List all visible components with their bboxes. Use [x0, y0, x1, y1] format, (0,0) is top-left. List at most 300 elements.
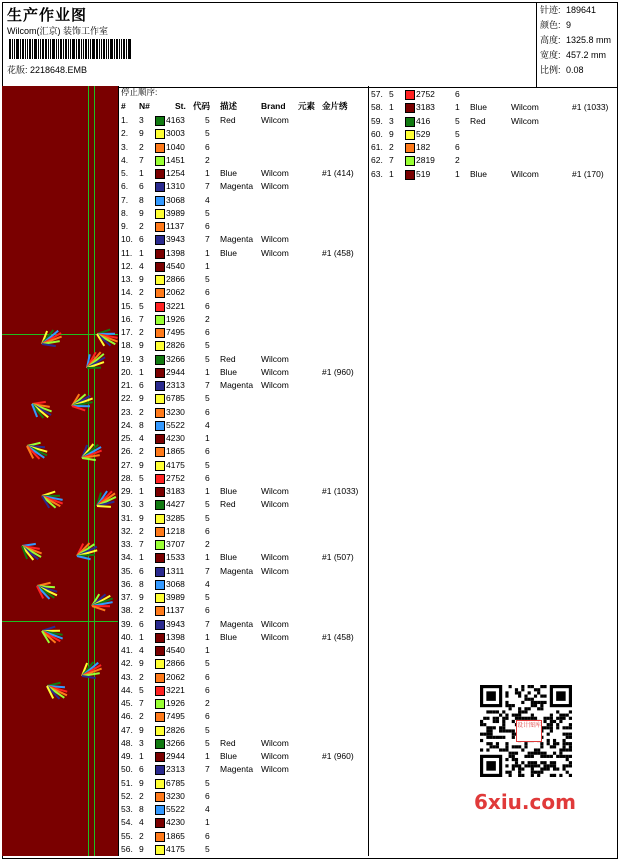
barcode-bar: [108, 39, 109, 59]
row-number: 23.: [121, 406, 133, 417]
color-swatch: [155, 500, 165, 510]
stitch-step: 5: [205, 499, 210, 510]
qr-module: [486, 691, 496, 701]
thread-code: 1398: [166, 631, 185, 642]
row-number: 31.: [121, 512, 133, 523]
qr-module: [502, 710, 505, 713]
color-swatch: [155, 288, 165, 298]
thread-desc: Blue: [220, 552, 238, 563]
qr-module: [569, 736, 572, 739]
needle-number: 9: [139, 207, 144, 218]
col-header-num: #: [121, 101, 126, 111]
barcode-bar: [9, 39, 11, 59]
qr-module: [528, 761, 531, 764]
stitch-step: 1: [455, 168, 460, 179]
thread-brand: Wilcom: [261, 552, 289, 563]
thread-brand: Wilcom: [261, 486, 289, 496]
qr-module: [543, 767, 546, 770]
qr-module: [502, 748, 505, 751]
stitch-step: 1: [205, 631, 210, 642]
qr-module: [518, 764, 521, 767]
needle-number: 7: [139, 313, 144, 324]
row-number: 33.: [121, 539, 133, 549]
qr-module: [496, 742, 499, 745]
color-swatch: [155, 527, 165, 537]
stitch-step: 2: [205, 698, 210, 708]
qr-module: [486, 729, 489, 732]
color-swatch: [405, 117, 415, 127]
color-swatch: [155, 302, 165, 312]
qr-module: [534, 701, 537, 704]
stitch-step: 5: [205, 274, 210, 284]
thread-code: 1926: [166, 313, 185, 324]
qr-module: [509, 755, 512, 758]
qr-module: [496, 720, 499, 723]
color-sequence-column-1: [119, 86, 369, 856]
stitch-step: 5: [205, 459, 210, 470]
barcode-bar: [72, 39, 75, 59]
needle-number: 5: [139, 684, 144, 695]
needle-number: 9: [139, 393, 144, 404]
qr-module: [556, 723, 559, 726]
qr-module: [531, 774, 534, 777]
thread-brand: Wilcom: [261, 168, 289, 178]
qr-module: [528, 698, 531, 701]
color-swatch: [155, 434, 165, 444]
needle-number: 6: [139, 380, 144, 390]
needle-number: 5: [139, 300, 144, 311]
stitch-step: 7: [205, 234, 210, 245]
qr-module: [509, 729, 512, 732]
row-number: 37.: [121, 592, 133, 602]
qr-module: [518, 771, 521, 774]
needle-number: 9: [139, 724, 144, 735]
color-swatch: [155, 620, 165, 630]
row-number: 54.: [121, 817, 133, 828]
barcode-bar: [25, 39, 26, 59]
qr-module: [515, 752, 518, 755]
thread-code: 1865: [166, 830, 185, 841]
row-number: 8.: [121, 207, 129, 218]
needle-number: 2: [139, 221, 144, 231]
thread-code: 4163: [166, 115, 185, 125]
qr-module: [531, 698, 534, 701]
qr-module: [499, 714, 502, 717]
qr-module: [550, 717, 553, 720]
qr-module: [515, 688, 518, 691]
qr-module: [550, 755, 553, 758]
thread-brand: Wilcom: [261, 380, 289, 390]
row-number: 52.: [121, 790, 133, 801]
qr-module: [483, 733, 486, 736]
thread-code: 4230: [166, 817, 185, 828]
needle-number: 4: [139, 260, 144, 271]
qr-module: [550, 761, 553, 764]
qr-module: [537, 771, 540, 774]
watermark: 6xiu.com: [474, 790, 576, 814]
barcode-bar: [60, 39, 62, 59]
qr-module: [531, 714, 534, 717]
barcode-bar: [20, 39, 21, 59]
qr-module: [490, 726, 493, 729]
color-swatch: [155, 606, 165, 616]
qr-module: [534, 771, 537, 774]
applique-note: #1 (458): [322, 631, 354, 642]
qr-module: [569, 710, 572, 713]
qr-module: [486, 748, 489, 751]
thread-brand: Wilcom: [261, 737, 289, 748]
needle-number: 4: [139, 817, 144, 828]
design-file-name: 花版: 2218648.EMB: [7, 65, 88, 75]
qr-module: [531, 685, 534, 688]
thread-code: 4540: [166, 260, 185, 271]
qr-module: [502, 717, 505, 720]
qr-module: [521, 761, 524, 764]
thread-desc: Red: [220, 737, 236, 748]
qr-module: [521, 748, 524, 751]
color-swatch: [155, 381, 165, 391]
qr-module: [537, 748, 540, 751]
qr-module: [556, 742, 559, 745]
qr-module: [556, 710, 559, 713]
color-swatch: [155, 845, 165, 855]
qr-module: [540, 771, 543, 774]
stitch-step: 6: [205, 221, 210, 231]
stitch-step: 6: [205, 446, 210, 457]
barcode-bar: [116, 39, 118, 59]
thread-code: 4540: [166, 645, 185, 655]
qr-module: [512, 755, 515, 758]
stitch-step: 4: [205, 804, 210, 814]
needle-number: 7: [139, 698, 144, 708]
qr-module: [531, 761, 534, 764]
studio-name: Wilcom(汇京) 装饰工作室: [7, 26, 108, 36]
qr-module: [505, 771, 508, 774]
qr-module: [518, 745, 521, 748]
qr-module: [480, 720, 483, 723]
qr-module: [528, 685, 531, 688]
qr-module: [505, 742, 508, 745]
stitch-step: 2: [205, 313, 210, 324]
applique-note: #1 (1033): [322, 486, 359, 496]
needle-number: 7: [139, 539, 144, 549]
color-swatch: [155, 474, 165, 484]
row-number: 17.: [121, 327, 133, 337]
row-number: 11.: [121, 247, 133, 258]
color-swatch: [155, 408, 165, 418]
row-number: 21.: [121, 380, 133, 390]
qr-module: [534, 704, 537, 707]
design-preview: [2, 86, 119, 856]
qr-code: [470, 680, 586, 780]
thread-code: 6785: [166, 777, 185, 788]
stitch-step: 4: [205, 194, 210, 205]
thread-brand: Wilcom: [261, 366, 289, 377]
qr-module: [553, 745, 556, 748]
row-number: 43.: [121, 671, 133, 682]
color-swatch: [155, 686, 165, 696]
needle-number: 9: [389, 128, 394, 139]
feather-motif: [89, 590, 116, 614]
qr-module: [521, 701, 524, 704]
qr-module: [483, 723, 486, 726]
row-number: 29.: [121, 486, 133, 496]
feather-motif: [78, 439, 106, 465]
qr-module: [531, 771, 534, 774]
feather-motif: [81, 347, 109, 374]
stitch-step: 1: [455, 102, 460, 113]
color-swatch: [155, 805, 165, 815]
needle-number: 2: [139, 446, 144, 457]
stitch-step: 6: [205, 472, 210, 483]
qr-module: [566, 736, 569, 739]
stitch-step: 7: [205, 380, 210, 390]
thread-code: 2866: [166, 658, 185, 669]
color-swatch: [155, 779, 165, 789]
color-swatch: [155, 209, 165, 219]
thread-code: 2819: [416, 155, 435, 166]
thread-code: 3266: [166, 353, 185, 364]
row-number: 20.: [121, 366, 133, 377]
qr-module: [496, 736, 499, 739]
stitch-step: 2: [455, 155, 460, 166]
qr-module: [480, 723, 483, 726]
qr-module: [518, 774, 521, 777]
qr-module: [540, 752, 543, 755]
row-number: 6.: [121, 181, 129, 192]
qr-module: [550, 714, 553, 717]
needle-number: 1: [139, 486, 144, 496]
thread-desc: Magenta: [220, 380, 254, 390]
row-number: 56.: [121, 843, 133, 854]
qr-module: [490, 729, 493, 732]
qr-module: [524, 707, 527, 710]
thread-code: 519: [416, 168, 431, 179]
feather-motif: [73, 539, 100, 564]
qr-module: [512, 704, 515, 707]
barcode-bar: [68, 39, 69, 59]
qr-module: [569, 748, 572, 751]
qr-module: [499, 729, 502, 732]
row-number: 13.: [121, 274, 133, 284]
qr-module: [486, 717, 489, 720]
stitch-step: 6: [205, 406, 210, 417]
thread-code: 2944: [166, 366, 185, 377]
qr-module: [493, 710, 496, 713]
qr-module: [512, 764, 515, 767]
stitch-step: 5: [205, 777, 210, 788]
thread-desc: Blue: [220, 366, 238, 377]
stitch-step: 5: [205, 592, 210, 602]
qr-module: [540, 704, 543, 707]
qr-module: [534, 688, 537, 691]
stitch-step: 7: [205, 764, 210, 775]
color-swatch: [155, 447, 165, 457]
qr-module: [490, 733, 493, 736]
row-number: 40.: [121, 631, 133, 642]
needle-number: 8: [139, 804, 144, 814]
qr-module: [569, 723, 572, 726]
needle-number: 1: [139, 366, 144, 377]
color-swatch: [155, 262, 165, 272]
barcode-bar: [83, 39, 84, 59]
qr-module: [566, 742, 569, 745]
needle-number: 5: [139, 472, 144, 483]
thread-code: 3068: [166, 578, 185, 589]
stitch-step: 1: [205, 247, 210, 258]
stitch-step: 7: [205, 181, 210, 192]
qr-module: [518, 767, 521, 770]
sequence-caption: 停止顺序:: [121, 87, 158, 97]
thread-code: 1137: [166, 221, 185, 231]
thread-brand: Wilcom: [261, 618, 289, 629]
qr-module: [486, 742, 489, 745]
barcode-bar: [42, 39, 44, 59]
qr-module: [524, 698, 527, 701]
row-number: 12.: [121, 260, 133, 271]
qr-module: [512, 745, 515, 748]
thread-brand: Wilcom: [261, 751, 289, 761]
needle-number: 2: [139, 141, 144, 152]
qr-module: [537, 691, 540, 694]
qr-module: [569, 755, 572, 758]
qr-module: [505, 695, 508, 698]
feather-motif: [94, 326, 118, 350]
color-swatch: [155, 143, 165, 153]
qr-module: [512, 752, 515, 755]
thread-code: 1533: [166, 552, 185, 563]
qr-module: [490, 710, 493, 713]
thread-code: 182: [416, 142, 431, 152]
barcode-bar: [121, 39, 122, 59]
qr-module: [524, 755, 527, 758]
qr-module: [566, 771, 569, 774]
thread-code: 1137: [166, 605, 185, 616]
qr-module: [493, 717, 496, 720]
qr-module: [543, 685, 546, 688]
color-swatch: [155, 580, 165, 590]
qr-module: [515, 764, 518, 767]
color-swatch: [155, 235, 165, 245]
needle-number: 4: [139, 645, 144, 655]
qr-module: [528, 764, 531, 767]
barcode-bar: [119, 39, 120, 59]
row-number: 46.: [121, 711, 133, 722]
qr-module: [540, 707, 543, 710]
barcode-bar: [32, 39, 33, 59]
qr-module: [553, 774, 556, 777]
feather-motif: [43, 678, 70, 703]
needle-number: 1: [389, 102, 394, 113]
color-swatch: [155, 633, 165, 643]
thread-code: 3183: [416, 102, 435, 113]
thread-desc: Blue: [470, 102, 488, 113]
qr-module: [569, 764, 572, 767]
qr-module: [480, 739, 483, 742]
qr-module: [543, 695, 546, 698]
barcode-bar: [16, 39, 19, 59]
row-number: 30.: [121, 499, 133, 510]
qr-module: [543, 761, 546, 764]
color-swatch: [155, 673, 165, 683]
color-swatch: [155, 156, 165, 166]
qr-module: [531, 767, 534, 770]
row-number: 50.: [121, 764, 133, 775]
qr-module: [553, 764, 556, 767]
qr-module: [553, 720, 556, 723]
barcode-bar: [99, 39, 100, 59]
thread-brand: Wilcom: [261, 631, 289, 642]
qr-module: [486, 761, 496, 771]
row-number: 24.: [121, 419, 133, 430]
feather-motif: [28, 396, 56, 422]
qr-module: [531, 752, 534, 755]
thread-desc: Red: [220, 115, 236, 125]
row-number: 51.: [121, 777, 133, 788]
stitch-step: 1: [205, 366, 210, 377]
thread-desc: Blue: [220, 247, 238, 258]
stitch-step: 6: [205, 671, 210, 682]
thread-brand: Wilcom: [261, 499, 289, 510]
needle-number: 7: [139, 154, 144, 165]
qr-module: [540, 695, 543, 698]
needle-number: 8: [139, 419, 144, 430]
row-number: 42.: [121, 658, 133, 669]
thread-code: 2944: [166, 751, 185, 761]
thread-code: 2826: [166, 724, 185, 735]
qr-module: [496, 710, 499, 713]
thread-code: 5522: [166, 804, 185, 814]
info-row-stitches: 针迹: 189641: [540, 5, 597, 15]
col-header-element: 元素: [298, 101, 316, 111]
qr-module: [528, 707, 531, 710]
qr-module: [524, 764, 527, 767]
qr-module: [547, 764, 550, 767]
barcode-bar: [114, 39, 115, 59]
needle-number: 1: [139, 168, 144, 178]
row-number: 2.: [121, 128, 129, 139]
feather-motif: [69, 390, 96, 414]
thread-code: 2062: [166, 671, 185, 682]
qr-module: [553, 739, 556, 742]
barcode-bar: [50, 39, 51, 59]
qr-module: [553, 752, 556, 755]
qr-module: [505, 704, 508, 707]
thread-code: 1040: [166, 141, 185, 152]
barcode-bar: [81, 39, 82, 59]
row-number: 36.: [121, 578, 133, 589]
qr-module: [505, 748, 508, 751]
qr-module: [556, 755, 559, 758]
col-header-desc: 描述: [220, 101, 238, 111]
stitch-step: 5: [205, 724, 210, 735]
qr-module: [537, 774, 540, 777]
qr-module: [537, 688, 540, 691]
needle-number: 8: [139, 194, 144, 205]
barcode-bar: [78, 39, 80, 59]
thread-code: 7495: [166, 711, 185, 722]
color-swatch: [155, 341, 165, 351]
col-header-applique: 金片绣: [322, 101, 348, 111]
color-swatch: [155, 659, 165, 669]
qr-module: [512, 729, 515, 732]
thread-brand: Wilcom: [261, 247, 289, 258]
sheet-title: 生产作业图: [7, 7, 88, 24]
qr-module: [547, 723, 550, 726]
qr-module: [528, 752, 531, 755]
stitch-step: 7: [205, 618, 210, 629]
color-swatch: [155, 196, 165, 206]
